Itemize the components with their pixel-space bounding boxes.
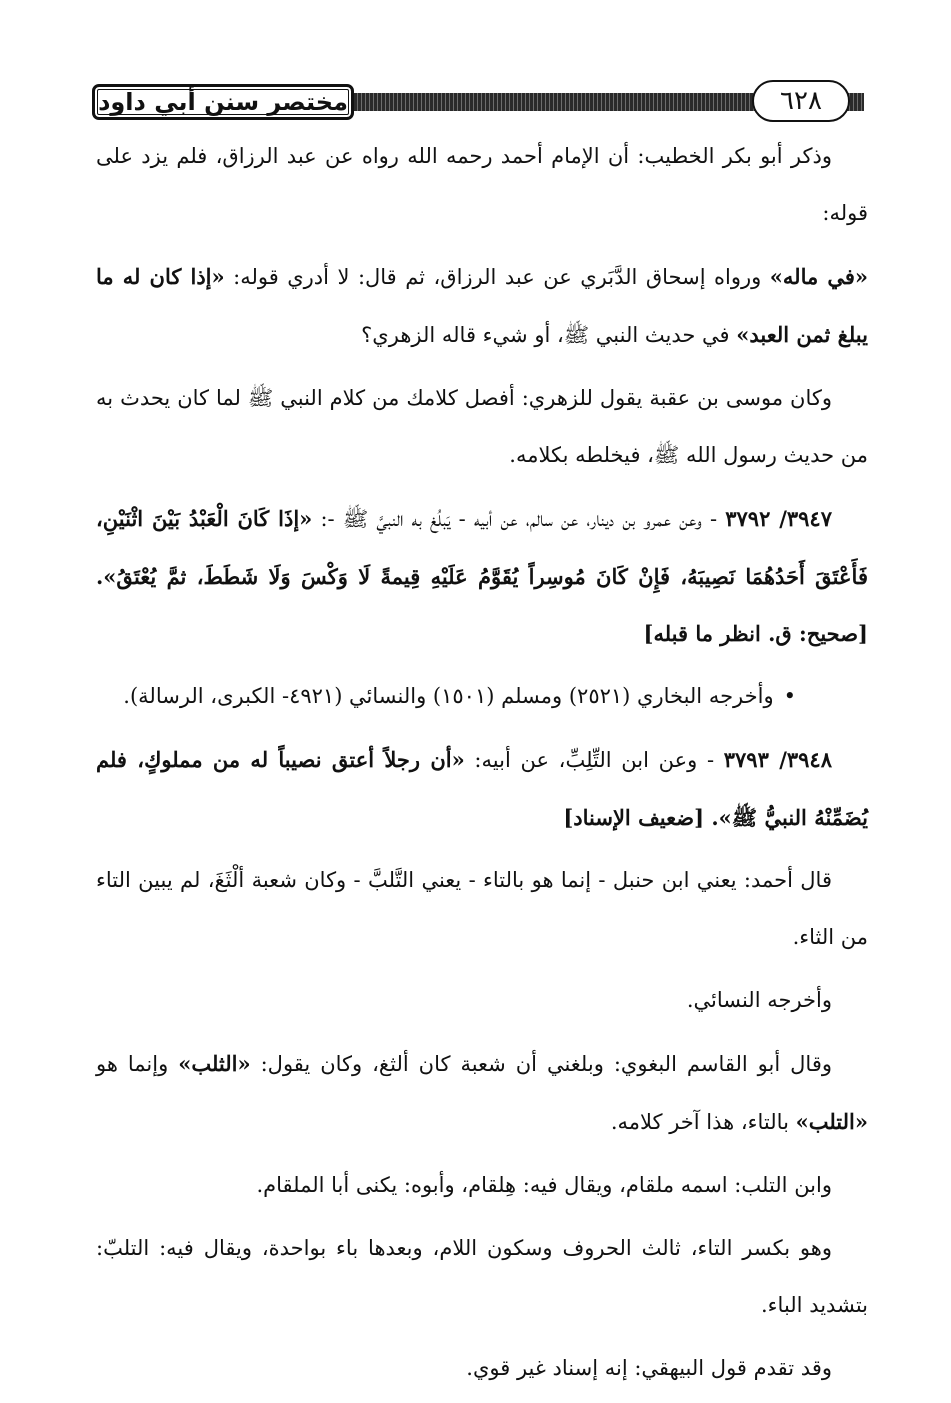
paragraph-baghawi [96,1035,868,1151]
hadith-isnad: - وعن عمرو بن دينار، عن سالم، عن أبيه - يَبلُغ به النبيَّ ﷺ -: [312,507,726,531]
paragraph-ishaq [96,248,868,364]
paragraph-text: في حديث النبي ﷺ، أو شيء قاله الزهري؟ [361,323,737,347]
paragraph-nasai [96,972,868,1029]
quote-al-talab: «التلب» [795,1109,868,1134]
paragraph-text: وقد تقدم قول البيهقي: إنه إسناد غير قوي. [466,1356,832,1380]
bullet-icon [774,684,832,708]
paragraph-ibn-talab [96,1157,868,1214]
hadith-isnad: - وعن ابن التِّلِبِّ، عن أبيه: [464,748,724,772]
paragraph-text: بالتاء، هذا آخر كلامه. [610,1110,796,1134]
page-body [96,128,868,1403]
quote-al-thalab: «الثلب» [178,1051,251,1076]
paragraph-text: وذكر أبو بكر الخطيب: أن الإمام أحمد رحمه الله رواه عن عبد الرزاق، فلم يزد على قوله: [96,144,868,225]
hadith-grade: [صحيح: ق. انظر ما قبله] [643,621,868,646]
paragraph-ahmad [96,852,868,966]
hadith-matn: «إذَا كَانَ الْعَبْدُ بَيْنَ اثْنَيْنِ، فَأَعْتَقَ أَحَدُهُمَا نَصِيبَهُ، فَإِنْ كَانَ مُوسِراً يُقَوَّمُ عَلَيْهِ قِيمةً لَا وَكْسَ وَلَا شَطَطَ، ثمَّ يُعْتَقُ». [96,506,868,589]
hadith-number: ٣٩٤٧/ ٣٧٩٢ [725,506,832,531]
paragraph-khatib [96,128,868,242]
paragraph-text: ورواه إسحاق الدَّبَري عن عبد الرزاق، ثم قال: لا أدري قوله: [224,265,770,289]
paragraph-bayhaqi [96,1340,868,1397]
paragraph-musa [96,370,868,484]
book-title: مختصر سنن أبي داود [92,84,354,120]
hadith-3948 [96,731,868,846]
takhrij-bukhari [96,668,868,725]
hadith-3947 [96,490,868,662]
paragraph-text: وابن التلب: اسمه ملقام، ويقال فيه: هِلقام، وأبوه: يكنى أبا الملقام. [256,1173,832,1197]
paragraph-text: وكان موسى بن عقبة يقول للزهري: أفصل كلامك من كلام النبي ﷺ لما كان يحدث به من حديث رسول الله ﷺ، فيخلطه بكلامه. [96,386,868,467]
paragraph-text: وإنما هو [96,1052,179,1076]
paragraph-text: وقال أبو القاسم البغوي: وبلغني أن شعبة كان ألثغ، وكان يقول: [250,1052,832,1076]
paragraph-text: وهو بكسر التاء، ثالث الحروف وسكون اللام، وبعدها باء بواحدة، ويقال فيه: التلبّ: بتشديد الباء. [96,1236,868,1317]
hadith-matn: «أن رجلاً أعتق نصيباً له من مملوكٍ، فلم يُضَمِّنْهُ النبيُّ ﷺ». [96,747,868,830]
page-number: ٦٢٨ [752,80,850,122]
page-header [92,78,864,130]
paragraph-text: قال أحمد: يعني ابن حنبل - إنما هو بالتاء - يعني التَّلبَّ - وكان شعبة ألْثَغَ، لم يبين التاء من الثاء. [96,868,868,949]
paragraph-text: وأخرجه البخاري (٢٥٢١) ومسلم (١٥٠١) والنسائي (٤٩٢١- الكبرى، الرسالة). [123,684,774,708]
quote-thaman-al-abd: «إذا كان له ما يبلغ ثمن العبد» [96,264,868,347]
paragraph-pronunciation [96,1220,868,1334]
hadith-grade: [ضعيف الإسناد] [563,805,705,830]
hadith-number: ٣٩٤٨/ ٣٧٩٣ [723,747,832,772]
paragraph-text: وأخرجه النسائي. [686,988,832,1012]
quote-fi-malih: «في ماله» [769,264,868,289]
